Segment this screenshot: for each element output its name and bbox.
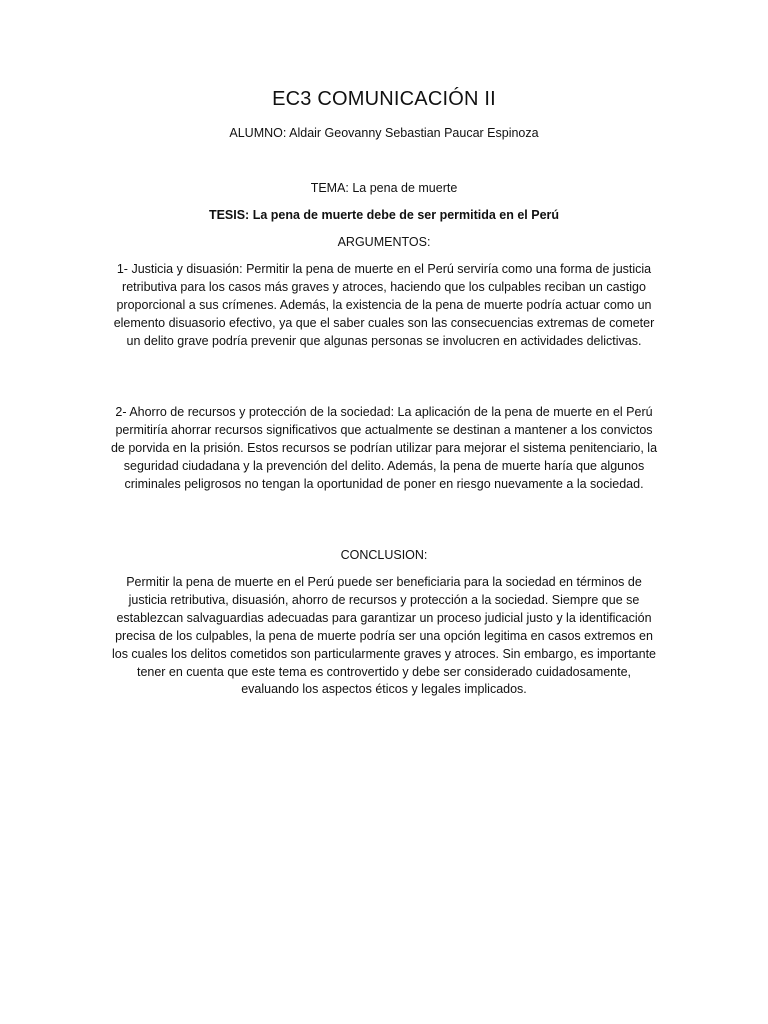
topic-line: TEMA: La pena de muerte bbox=[310, 181, 458, 195]
argument-paragraph-2: 2- Ahorro de recursos y protección de la sociedad: La aplicación de la pena de muerte en el Perú permitiría ahorrar recursos significativos que actualmente se destinan a mantener a los convictos de porvida en la prisión. Estos recursos se podrían utilizar para mejorar el sistema penitenciario, la seguridad ciudadana y la prevención del delito. Además, la pena de muerte haría que algunos criminales peligrosos no tengan la oportunidad de poner en riesgo nuevamente a la sociedad. bbox=[110, 405, 658, 491]
student-name: ALUMNO: Aldair Geovanny Sebastian Paucar Espinoza bbox=[229, 126, 539, 140]
thesis-statement: TESIS: La pena de muerte debe de ser permitida en el Perú bbox=[208, 208, 560, 222]
arguments-heading: ARGUMENTOS: bbox=[337, 235, 431, 249]
conclusion-paragraph: Permitir la pena de muerte en el Perú puede ser beneficiaria para la sociedad en términos de justicia retributiva, disuasión, ahorro de recursos y protección a la sociedad. Siempre que se establezcan salvaguardias adecuadas para garantizar un proceso judicial justo y la identificación precisa de los culpables, la pena de muerte podría ser una opción legitima en casos extremos en los cuales los delitos cometidos son particularmente graves y atroces. Sin embargo, es importante tener en cuenta que este tema es controvertido y debe ser considerado cuidadosamente, evaluando los aspectos éticos y legales implicados. bbox=[111, 575, 656, 697]
conclusion-heading: CONCLUSION: bbox=[340, 548, 428, 562]
document-title: EC3 COMUNICACIÓN II bbox=[272, 88, 496, 110]
argument-paragraph-1: 1- Justicia y disuasión: Permitir la pena de muerte en el Perú serviría como una forma de justicia retributiva para los casos más graves y atroces, haciendo que los culpables reciban un castigo proporcional a sus crímenes. Además, la existencia de la pena de muerte podría actuar como un elemento disuasorio efectivo, ya que el saber cuales son las consecuencias extremas de cometer un delito grave podría prevenir que algunas personas se involucren en actividades delictivas. bbox=[113, 262, 655, 348]
